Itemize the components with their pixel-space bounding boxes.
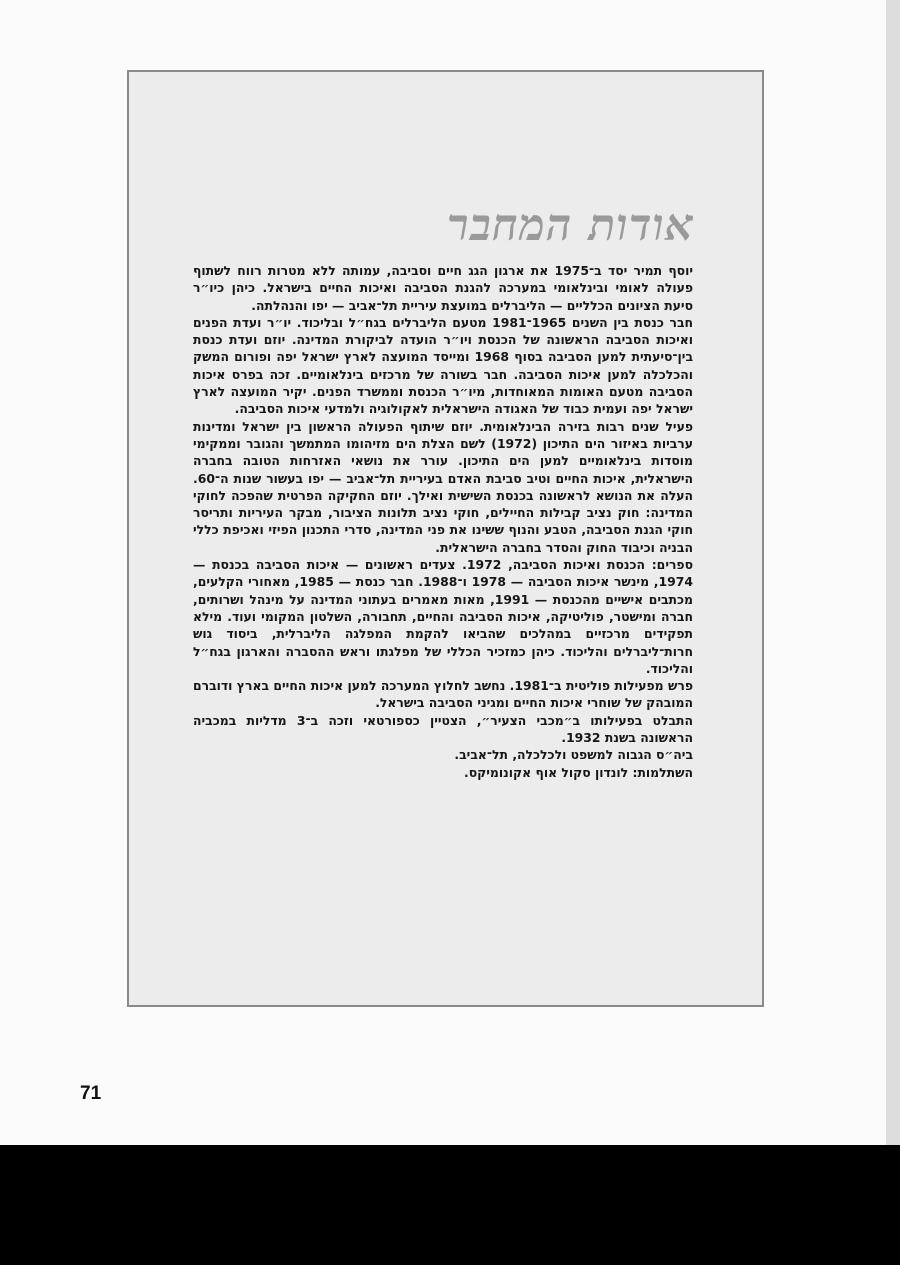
bio-paragraph-books: ספרים: הכנסת ואיכות הסביבה, 1972. צעדים ראשונים — איכות הסביבה בכנסת — 1974, מינשר איכות הסביבה — 1978 ו־1988. חבר כנסת — 1985, מאחורי הקלעים, מכתבים אישיים מהכנסת — 1991, מאות מאמרים בעתוני המדינה על מינהל ושרותים, חברה ומישטר, פוליטיקה, איכות הסביבה והחיים, תחבורה, השלטון המקומי ועוד. מילא תפקידים מרכזיים במהלכים שהביאו להקמת המפלגה הליברלית, ביסוד גוש חרות־ליברלים והליכוד. כיהן כמזכיר הכללי של מפלגתו וראש ההסברה והארגון בגח״ל והליכוד. <box>193 557 693 676</box>
page-edge <box>886 0 900 1145</box>
author-bio <box>193 262 693 781</box>
page-title: אודות המחבר <box>447 200 694 251</box>
content-panel <box>127 70 764 1007</box>
bio-paragraph-education: ביה״ס הגבוה למשפט ולכלכלה, תל־אביב. <box>454 747 693 763</box>
bio-paragraph-training: השתלמות: לונדון סקול אוף אקונומיקס. <box>464 764 693 780</box>
bio-paragraph-founding: יוסף תמיר יסד ב־1975 את ארגון הגג חיים וסביבה, עמותה ללא מטרות רווח לשתוף פעולה לאומי ובינלאומי במערכה להגנת הסביבה ואיכות החיים בישראל. כיהן כיו״ר סיעת הציונים הכלליים — הליברלים במועצת עיריית תל־אביב — יפו והנהלתה. <box>193 263 693 313</box>
bio-paragraph-sports: התבלט בפעילותו ב״מכבי הצעיר״, הצטיין כספורטאי וזכה ב־3 מדליות במכביה הראשונה בשנת 1932. <box>193 712 694 746</box>
bio-paragraph-international: פעיל שנים רבות בזירה הבינלאומית. יוזם שיתוף הפעולה הראשון בין ישראל ומדינות ערביות באיזור הים התיכון (1972) לשם הצלת הים מזיהומו המתמשך והגובר וממקימי מוסדות בינלאומיים למען הים התיכון. עורר את נושאי האזרחות הטובה בחברה הישראלית, איכות החיים וטיב סביבת האדם בעיריית תל־אביב — יפו בעשור שנות ה־60. העלה את הנושא לראשונה בכנסת השישית ואילך. יוזם החקיקה הפרטית שהפכה לחוקי המדינה: חוק נציב קבילות החיילים, חוקי נציב תלונות הציבור, מבקר העיריות ותריסר חוקי הגנת הסביבה, הטבע והנוף ששינו את פני המדינה, סדרי התכנון הפיזי ואכיפת כללי הבניה וכיבוד החוק והסדר בחברה הישראלית. <box>193 418 693 555</box>
page-number: 71 <box>80 1083 102 1104</box>
bio-paragraph-retirement: פרש מפעילות פוליטית ב־1981. נחשב לחלוץ המערכה למען איכות החיים בארץ ודוברם המובהק של שוחרי איכות החיים ומגיני הסביבה בישראל. <box>193 678 694 711</box>
bio-paragraph-knesset: חבר כנסת בין השנים 1965־1981 מטעם הליברלים בגח״ל ובליכוד. יו״ר ועדת הפנים ואיכות הסביבה הראשונה של הכנסת ויו״ר הועדה לביקורת המדינה. יוזם ועדת כנסת בין־סיעתית למען הסביבה בסוף 1968 ומייסד המועצה לארץ ישראל יפה ופורום המשק והכלכלה למען איכות הסביבה. חבר בשורה של מרכזים בינלאומיים. זכה בפרס איכות הסביבה מטעם האומות המאוחדות, מיו״ר הכנסת וממשרד הפנים. יקיר המועצה לארץ ישראל יפה ועמית כבוד של האגודה הישראלית לאקולוגיה ולמדעי איכות הסביבה. <box>193 314 694 417</box>
